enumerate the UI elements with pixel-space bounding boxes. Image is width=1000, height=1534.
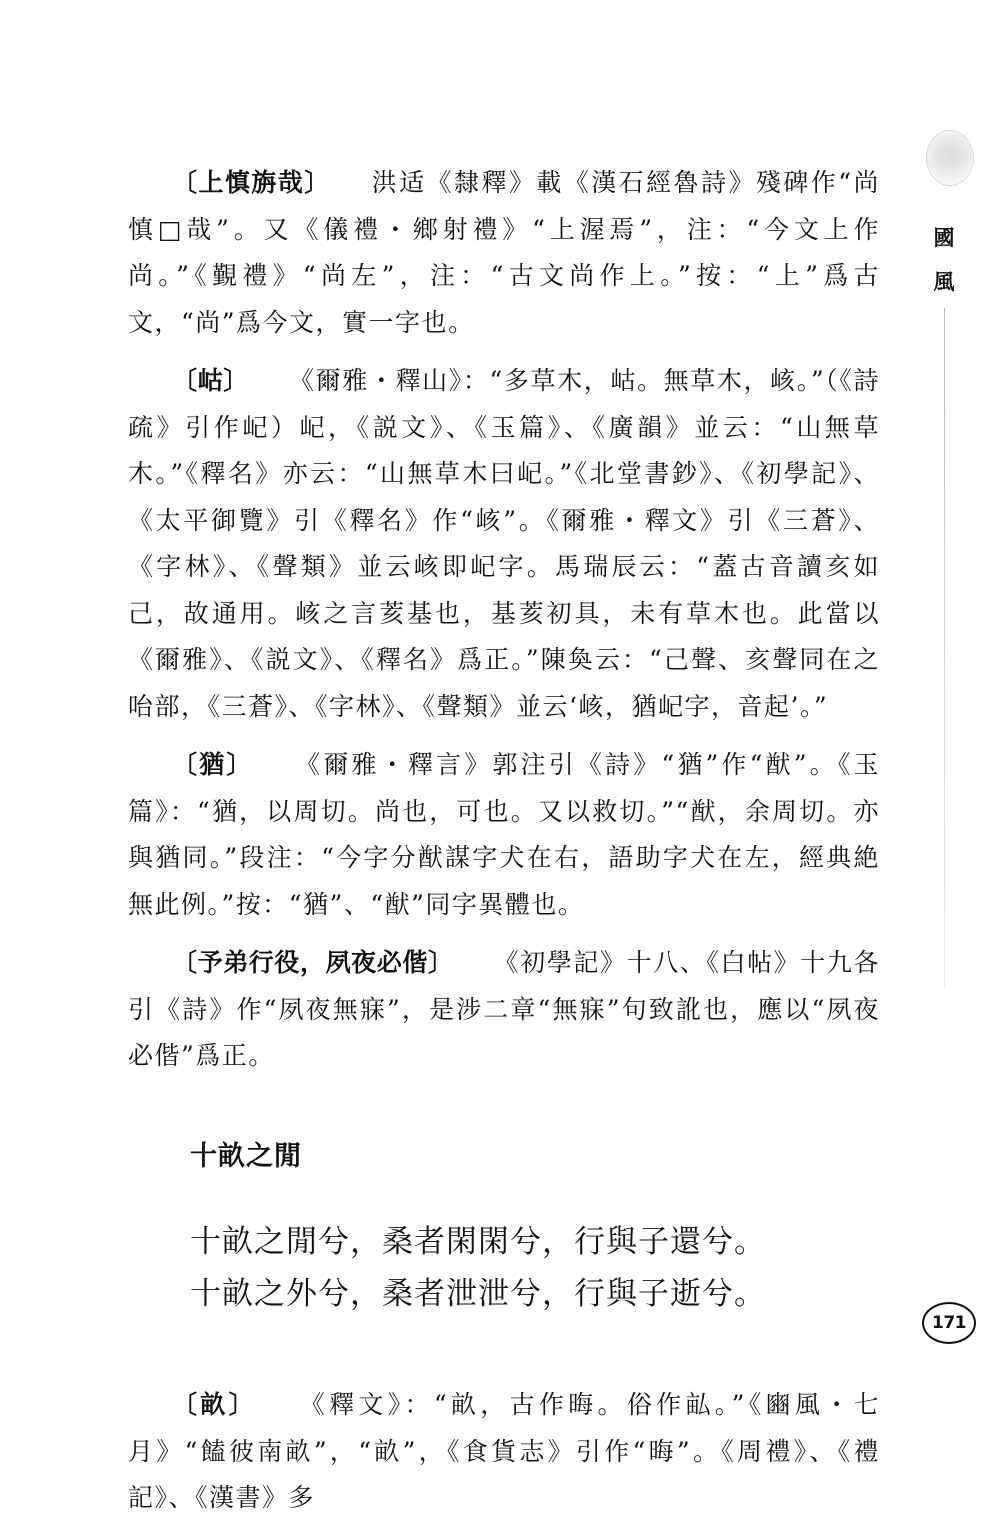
entry (128, 358, 880, 730)
poem-line: 十畝之外兮，桑者泄泄兮，行與子逝兮。 (190, 1276, 766, 1312)
entry (128, 160, 880, 346)
entry-text: 《爾雅・釋言》郭注引《詩》“猶”作“猷”。《玉篇》：“猶，以周切。尚也，可也。又以救切。”“猷，余周切。亦與猶同。”段注：“今字分猷謀字犬在右，語助字犬在左，經典絶無此例。”按：“猶”、“猷”同字異體也。 (128, 750, 880, 919)
entry-term: 〔猶〕 (172, 750, 254, 779)
entry (128, 742, 880, 928)
section-label (926, 216, 962, 304)
entry-term: 〔岵〕 (172, 366, 249, 395)
poem-text (190, 1216, 880, 1320)
section-char-2: 風 (933, 270, 955, 294)
page-number: 171 (922, 1302, 976, 1344)
entry (128, 940, 880, 1080)
poem-title: 十畝之閒 (190, 1140, 302, 1172)
entry (128, 1382, 880, 1522)
entry-term: 〔予弟行役，夙夜必偕〕 (172, 948, 454, 977)
entry-text: 洪适《隸釋》載《漢石經魯詩》殘碑作“尚慎□哉”。又《儀禮・鄉射禮》“上渥焉”，注：“今文上作尚。”《覲禮》“尚左”，注：“古文尚作上。”按：“上”爲古文，“尚”爲今文，實一字也。 (128, 168, 880, 337)
margin-rule (944, 308, 945, 988)
entry-text: 《爾雅・釋山》：“多草木，岵。無草木，峐。”（《詩疏》引作屺）屺，《説文》、《玉篇》、《廣韻》並云：“山無草木。”《釋名》亦云：“山無草木曰屺。”《北堂書鈔》、《初學記》、《太平御覽》引《釋名》作“峐”。《爾雅・釋文》引《三蒼》、《字林》、《聲類》並云峐即屺字。馬瑞辰云：“蓋古音讀亥如己，故通用。峐之言荄基也，基荄初具，未有草木也。此當以《爾雅》、《説文》、《釋名》爲正。”陳奐云：“己聲、亥聲同在之咍部，《三蒼》、《字林》、《聲類》並云‘峐，猶屺字，音起’。” (128, 366, 880, 721)
poem-line: 十畝之閒兮，桑者閑閑兮，行與子還兮。 (190, 1224, 766, 1260)
entry-text: 《初學記》十八、《白帖》十九各引《詩》作“夙夜無寐”，是涉二章“無寐”句致訛也，應以“夙夜必偕”爲正。 (128, 948, 880, 1070)
decorative-emblem-icon (926, 130, 974, 186)
side-margin (926, 130, 976, 304)
entry-term: 〔上慎旃哉〕 (172, 168, 331, 197)
section-char-1: 國 (933, 226, 955, 250)
entry-text: 《釋文》：“畝，古作晦。俗作畆。”《豳風・七月》“饁彼南畝”，“畝”，《食貨志》引作“晦”。《周禮》、《禮記》、《漢書》多 (128, 1390, 880, 1512)
entry-term: 〔畝〕 (172, 1390, 257, 1419)
page-body (128, 160, 880, 1534)
